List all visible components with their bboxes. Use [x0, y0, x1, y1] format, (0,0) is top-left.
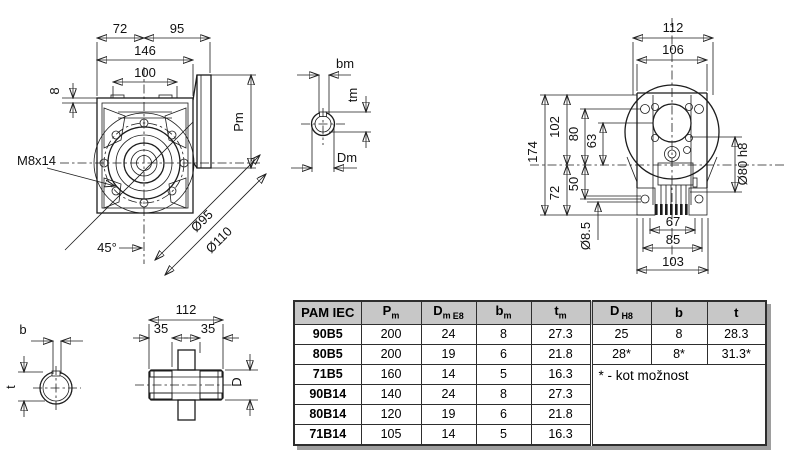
output-bore-geometry — [33, 366, 81, 410]
row-label: 71B5 — [294, 365, 361, 385]
row-label: 71B14 — [294, 425, 361, 446]
dim-tm: tm — [345, 87, 360, 103]
dim-85: 85 — [665, 232, 681, 247]
dim-100: 100 — [134, 65, 156, 80]
dim-angle: 45° — [97, 240, 117, 255]
motor-bore-drawing — [285, 50, 415, 180]
dim-shaft-112: 112 — [175, 302, 197, 317]
dim-t: t — [3, 385, 18, 389]
table-row: 80B5 200 19 6 21.8 28* 8* 31.3* — [294, 345, 766, 365]
table-row: 90B5 200 24 8 27.3 25 8 28.3 — [294, 325, 766, 345]
dim-35-right: 35 — [200, 321, 216, 336]
dim-8: 8 — [47, 87, 62, 95]
pam-table — [293, 300, 767, 446]
dim-dm: Dm — [336, 150, 358, 165]
header-pam-iec: PAM IEC — [294, 301, 361, 325]
dim-174: 174 — [525, 141, 540, 163]
dim-35-left: 35 — [153, 321, 169, 336]
table-header-row — [294, 301, 766, 325]
dim-67: 67 — [665, 214, 681, 229]
dim-146: 146 — [134, 43, 156, 58]
dim-spigot: Ø80 h8 — [735, 142, 750, 186]
dim-106: 106 — [662, 42, 684, 57]
row-label: 80B14 — [294, 405, 361, 425]
header-t: t — [707, 301, 766, 325]
front-dimensions — [17, 21, 266, 275]
table-row: 90B14 140 24 8 27.3 — [294, 385, 766, 405]
dim-b: b — [19, 322, 27, 337]
motor-bore-dimensions — [291, 56, 371, 172]
row-label: 90B14 — [294, 385, 361, 405]
dim-bolt-circle: Ø95 — [187, 206, 216, 235]
dim-thread: M8x14 — [17, 153, 57, 168]
table-row: 71B14 105 14 5 16.3 — [294, 425, 766, 446]
dim-72: 72 — [112, 21, 128, 36]
header-pm: $P_m$ — [361, 301, 421, 325]
shaft-geometry — [135, 350, 242, 420]
shaft-drawing — [127, 297, 292, 450]
dim-pm: Pm — [231, 112, 246, 132]
output-bore-dimensions — [3, 322, 83, 417]
side-view-drawing — [525, 12, 798, 282]
header-b: b — [651, 301, 707, 325]
dim-bm: bm — [335, 56, 355, 71]
table-row: 71B5 160 14 5 16.3 * - kot možnost — [294, 365, 766, 385]
row-label: 80B5 — [294, 345, 361, 365]
header-d: D $_{H8}$ — [591, 301, 651, 325]
dim-102: 102 — [547, 116, 562, 138]
dim-103: 103 — [662, 254, 684, 269]
header-dm: $D_m$ $_{E8}$ — [421, 301, 476, 325]
dim-flange-dia: Ø110 — [202, 223, 236, 257]
dim-80: 80 — [566, 126, 581, 142]
dim-112: 112 — [662, 20, 684, 35]
motor-bore-geometry — [301, 108, 347, 145]
dim-63: 63 — [584, 133, 599, 149]
dim-95: 95 — [169, 21, 185, 36]
front-view-drawing — [15, 12, 267, 282]
dim-50: 50 — [566, 176, 581, 192]
header-bm: $b_m$ — [476, 301, 531, 325]
header-tm: $t_m$ — [531, 301, 591, 325]
output-bore-drawing — [5, 300, 120, 445]
table-row: 80B14 120 19 6 21.8 — [294, 405, 766, 425]
dim-72b: 72 — [547, 185, 562, 201]
dim-d: D — [229, 377, 244, 387]
table-note: * - kot možnost — [591, 365, 766, 446]
pam-table-grid — [293, 300, 767, 446]
dim-foot-hole: Ø8.5 — [578, 221, 593, 251]
row-label: 90B5 — [294, 325, 361, 345]
